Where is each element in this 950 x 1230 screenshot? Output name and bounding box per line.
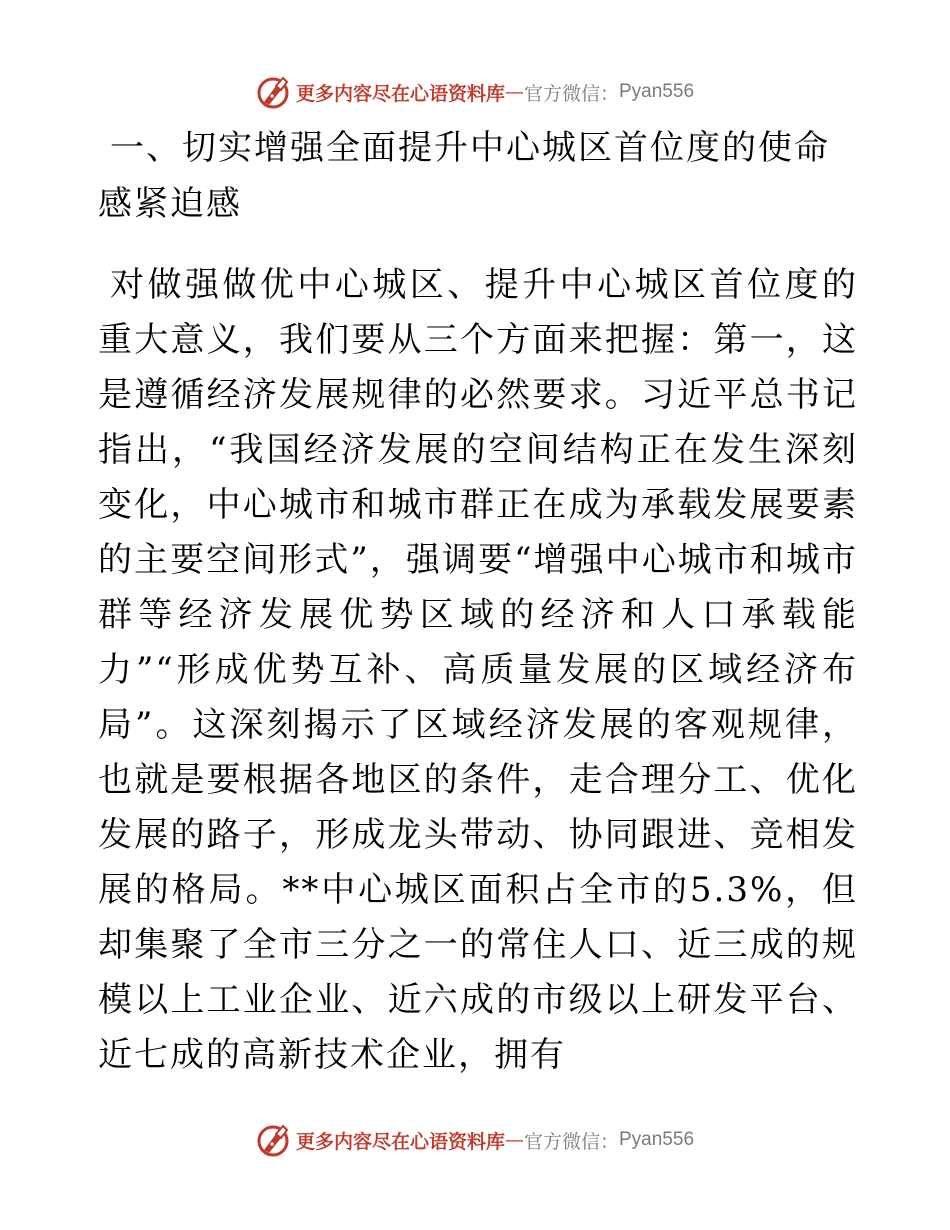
watermark-wechat-label: 官方微信： [523, 1130, 619, 1153]
body-paragraph: 对做强做优中心城区、提升中心城区首位度的重大意义，我们要从三个方面来把握：第一，这是遵循经济发展规律的必然要求。习近平总书记指出，“我国经济发展的空间结构正在发生深刻变化，中心城市和城市群正在成为承载发展要素的主要空间形式”，强调要“增强中心城市和城市群等经济发展优势区域的经济和人口承载能力”“形成优势互补、高质量发展的区域经济布局”。这深刻揭示了区域经济发展的客观规律，也就是要根据各地区的条件，走合理分工、优化发展的路子，形成龙头带动、协同跟进、竞相发展的格局。**中心城区面积占全市的5.3%，但却集聚了全市三分之一的常住人口、近三成的规模以上工业企业、近六成的市级以上研发平台、近七成的高新技术企业，拥有 [98, 265, 858, 1075]
watermark-wechat-id: Pyan556 [619, 1129, 695, 1150]
pen-logo-icon [256, 1122, 292, 1158]
watermark-wechat-label: 官方微信： [523, 82, 619, 105]
section-heading: 一、切实增强全面提升中心城区首位度的使命感紧迫感 [98, 128, 830, 224]
watermark-dash: — [504, 81, 524, 103]
watermark-site-text: 更多内容尽在心语资料库 [295, 82, 505, 105]
watermark-footer [0, 1120, 950, 1160]
document-body [98, 120, 858, 1083]
watermark-header [0, 72, 950, 112]
watermark-wechat-id: Pyan556 [619, 81, 695, 102]
watermark-dash: — [504, 1129, 524, 1151]
watermark-site-text: 更多内容尽在心语资料库 [295, 1130, 505, 1153]
pen-logo-icon [256, 74, 292, 110]
